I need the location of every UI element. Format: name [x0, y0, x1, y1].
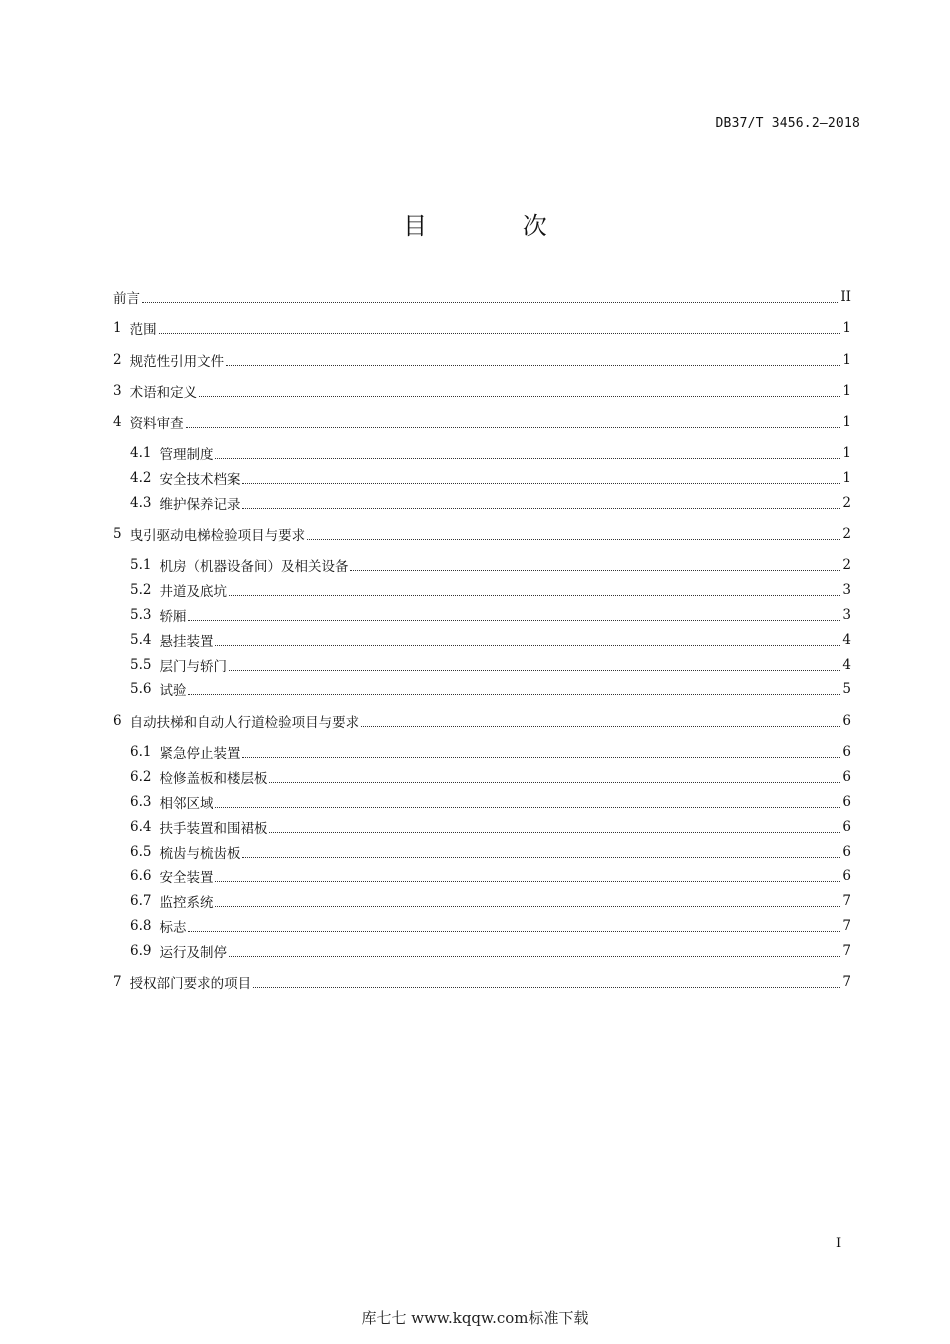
toc-entry-1[interactable]	[113, 317, 851, 339]
toc-entry-number: 5.5	[130, 657, 152, 673]
dot-leader	[253, 987, 840, 988]
toc-entry-7[interactable]	[113, 971, 851, 993]
toc-entry-number: 6.2	[130, 769, 152, 785]
document-code: DB37/T 3456.2—2018	[715, 116, 860, 131]
toc-entry-6-6[interactable]	[130, 865, 851, 887]
toc-entry-text: 监控系统	[159, 895, 214, 911]
toc-entry-5[interactable]	[113, 523, 851, 545]
toc-entry-number: 6.9	[130, 943, 152, 959]
toc-entry-page: 7	[842, 893, 851, 909]
page-number: I	[836, 1236, 842, 1251]
dot-leader	[307, 539, 840, 540]
toc-entry-5-2[interactable]	[130, 579, 851, 601]
footer-watermark: 库七七 www.kqqw.com标准下载	[361, 1309, 589, 1327]
toc-entry-text: 轿厢	[159, 609, 187, 625]
toc-entry-number: 4.1	[130, 445, 152, 461]
toc-entry-text: 安全装置	[159, 870, 214, 886]
toc-entry-text: 自动扶梯和自动人行道检验项目与要求	[129, 715, 360, 731]
toc-entry-4[interactable]	[113, 411, 851, 433]
toc-entry-text: 曳引驱动电梯检验项目与要求	[129, 528, 306, 544]
dot-leader	[269, 832, 840, 833]
dot-leader	[229, 670, 840, 671]
toc-entry-page: 1	[842, 414, 851, 430]
toc-entry-text: 相邻区域	[159, 796, 214, 812]
toc-entry-number: 6.5	[130, 844, 152, 860]
toc-entry-6-5[interactable]	[130, 841, 851, 863]
toc-entry-page: 2	[842, 495, 851, 511]
toc-entry-number: 5.4	[130, 632, 152, 648]
toc-entry-text: 安全技术档案	[159, 472, 241, 488]
toc-entry-4-3[interactable]	[130, 492, 851, 514]
dot-leader	[215, 906, 840, 907]
toc-entry-text: 前言	[113, 291, 140, 307]
dot-leader	[269, 782, 840, 783]
dot-leader	[242, 483, 840, 484]
toc-entry-5-5[interactable]	[130, 654, 851, 676]
toc-entry-number: 6.1	[130, 744, 152, 760]
toc-entry-text: 紧急停止装置	[159, 746, 241, 762]
dot-leader	[199, 396, 840, 397]
toc-entry-page: 7	[842, 918, 851, 934]
dot-leader	[361, 726, 840, 727]
toc-entry-number: 5.1	[130, 557, 152, 573]
toc-entry-text: 范围	[129, 322, 157, 338]
toc-entry-number: 6	[113, 713, 122, 729]
dot-leader	[215, 807, 840, 808]
toc-entry-text: 资料审查	[129, 416, 184, 432]
toc-entry-text: 扶手装置和围裙板	[159, 821, 268, 837]
dot-leader	[142, 302, 838, 303]
dot-leader	[242, 757, 840, 758]
toc-entry-4-1[interactable]	[130, 442, 851, 464]
toc-entry-page: 6	[842, 868, 851, 884]
toc-entry-4-2[interactable]	[130, 467, 851, 489]
toc-entry-page: 1	[842, 445, 851, 461]
toc-entry-6-7[interactable]	[130, 890, 851, 912]
toc-entry-text: 机房（机器设备间）及相关设备	[159, 559, 349, 575]
toc-entry-number: 6.7	[130, 893, 152, 909]
toc-entry-6-1[interactable]	[130, 741, 851, 763]
toc-entry-page: 3	[842, 607, 851, 623]
dot-leader	[229, 595, 840, 596]
toc-entry-page: 5	[842, 681, 851, 697]
toc-entry-text: 标志	[159, 920, 187, 936]
toc-entry-text: 运行及制停	[159, 945, 227, 961]
toc-entry-6-2[interactable]	[130, 766, 851, 788]
toc-entry-number: 5.3	[130, 607, 152, 623]
toc-entry-page: 1	[842, 352, 851, 368]
toc-entry-number: 3	[113, 383, 122, 399]
dot-leader	[350, 570, 840, 571]
toc-entry-6-4[interactable]	[130, 816, 851, 838]
toc-entry-3[interactable]	[113, 380, 851, 402]
toc-entry-page: 6	[842, 819, 851, 835]
dot-leader	[159, 333, 841, 334]
dot-leader	[188, 620, 840, 621]
toc-entry-text: 检修盖板和楼层板	[159, 771, 268, 787]
toc-entry-number: 6.6	[130, 868, 152, 884]
toc-entry-2[interactable]	[113, 349, 851, 371]
toc-entry-page: 6	[842, 744, 851, 760]
toc-entry-page: 6	[842, 844, 851, 860]
toc-entry-text: 术语和定义	[129, 385, 198, 401]
toc-entry-page: 6	[842, 713, 851, 729]
toc-entry-6-9[interactable]	[130, 940, 851, 962]
toc-entry-page: 1	[842, 470, 851, 486]
toc-entry-page: 2	[842, 557, 851, 573]
toc-entry-5-1[interactable]	[130, 554, 851, 576]
toc-entry-5-3[interactable]	[130, 604, 851, 626]
toc-entry-number: 2	[113, 352, 122, 368]
toc-entry-page: 6	[842, 794, 851, 810]
dot-leader	[215, 458, 840, 459]
toc-entry-text: 悬挂装置	[159, 634, 214, 650]
toc-entry-text: 管理制度	[159, 447, 214, 463]
toc-entry-page: 1	[842, 383, 851, 399]
toc-entry-number: 1	[113, 320, 122, 336]
toc-entry-page: 6	[842, 769, 851, 785]
dot-leader	[226, 365, 840, 366]
toc-entry-page: 4	[842, 657, 851, 673]
toc-entry-text: 试验	[159, 683, 187, 699]
toc-entry-foreword[interactable]	[113, 286, 851, 308]
toc-entry-5-6[interactable]	[130, 678, 851, 700]
toc-entry-6-8[interactable]	[130, 915, 851, 937]
dot-leader	[186, 427, 841, 428]
toc-entry-page: 7	[842, 974, 851, 990]
toc-entry-6-3[interactable]	[130, 791, 851, 813]
toc-entry-number: 6.4	[130, 819, 152, 835]
toc-entry-6[interactable]	[113, 710, 851, 732]
dot-leader	[188, 694, 840, 695]
toc-entry-number: 4	[113, 414, 122, 430]
toc-entry-5-4[interactable]	[130, 629, 851, 651]
dot-leader	[215, 645, 840, 646]
toc-entry-text: 井道及底坑	[159, 584, 227, 600]
dot-leader	[242, 508, 840, 509]
toc-entry-page: 1	[842, 320, 851, 336]
dot-leader	[188, 931, 840, 932]
toc-entry-text: 梳齿与梳齿板	[159, 846, 241, 862]
toc-entry-number: 4.2	[130, 470, 152, 486]
toc-entry-number: 5.6	[130, 681, 152, 697]
toc-entry-text: 规范性引用文件	[129, 354, 225, 370]
toc-entry-text: 维护保养记录	[159, 497, 241, 513]
toc-entry-number: 7	[113, 974, 122, 990]
toc-title: 目 次	[403, 212, 591, 240]
toc-entry-number: 6.3	[130, 794, 152, 810]
dot-leader	[242, 857, 840, 858]
toc-entry-page: 4	[842, 632, 851, 648]
toc-entry-number: 5.2	[130, 582, 152, 598]
toc-entry-page: 2	[842, 526, 851, 542]
toc-entry-number: 6.8	[130, 918, 152, 934]
toc-entry-page: 7	[842, 943, 851, 959]
dot-leader	[215, 881, 840, 882]
toc-entry-number: 4.3	[130, 495, 152, 511]
toc-entry-number: 5	[113, 526, 122, 542]
toc-entry-text: 授权部门要求的项目	[129, 976, 252, 992]
toc-entry-page: 3	[842, 582, 851, 598]
dot-leader	[229, 956, 840, 957]
toc-entry-text: 层门与轿门	[159, 659, 227, 675]
toc-entry-page: II	[840, 289, 851, 305]
